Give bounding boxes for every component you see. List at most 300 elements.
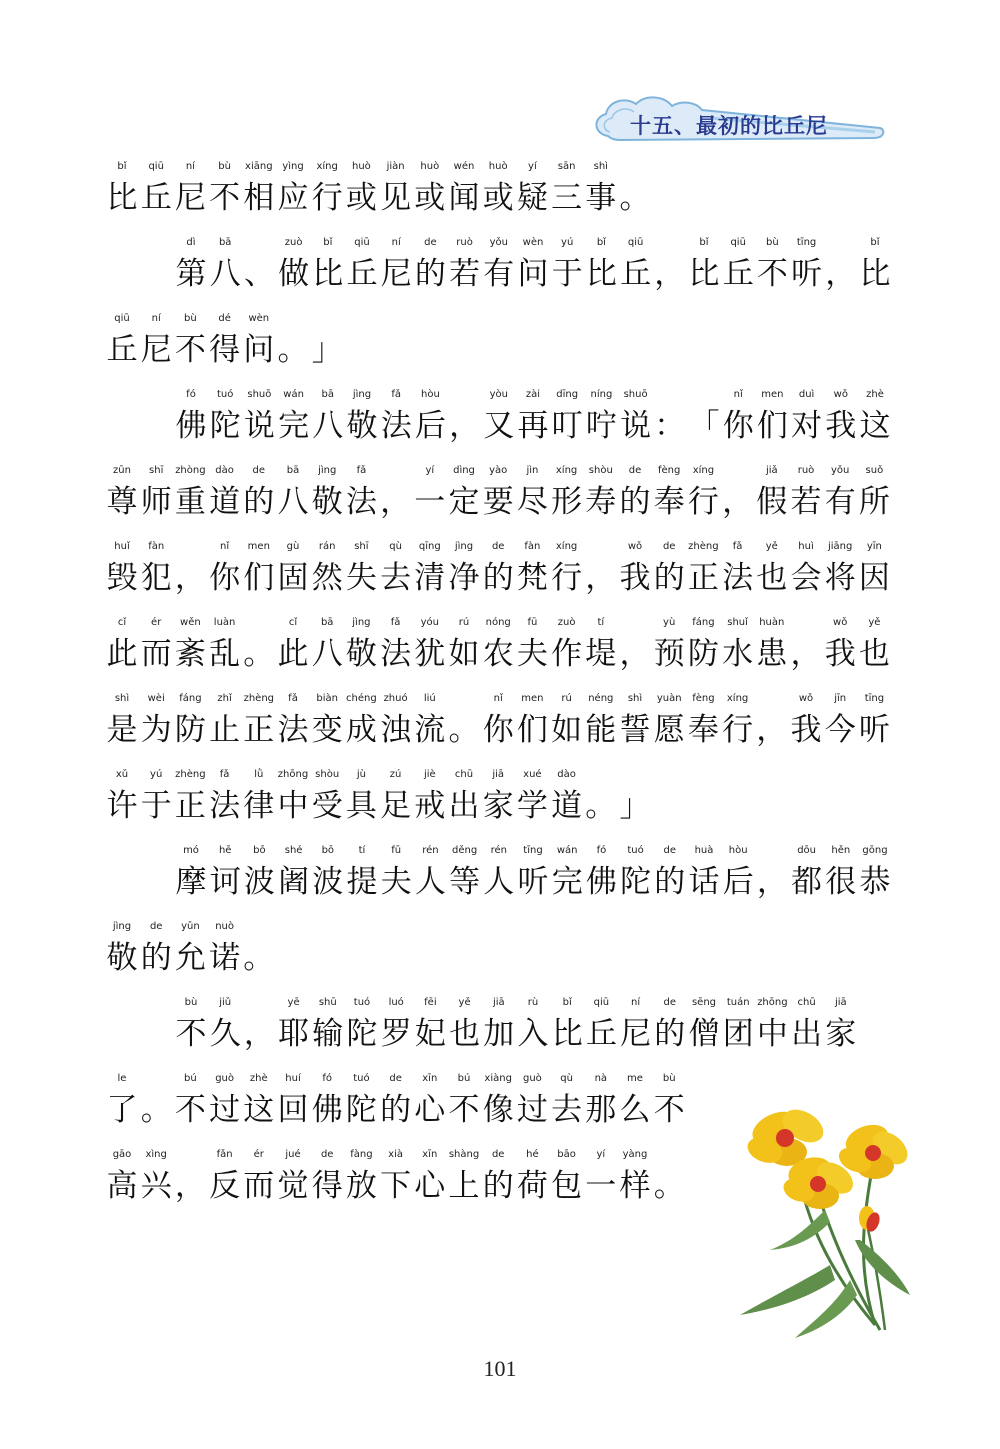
character-unit <box>379 766 413 828</box>
character-unit <box>584 766 618 828</box>
pinyin: shàng <box>448 1149 480 1160</box>
character-unit <box>755 614 789 676</box>
pinyin: xíng <box>726 693 749 704</box>
character-unit <box>447 1146 481 1208</box>
hanzi: 。 <box>448 712 480 748</box>
pinyin: xià <box>388 1149 403 1160</box>
pinyin: yǔn <box>181 921 200 932</box>
character-unit <box>276 538 310 600</box>
pinyin: wǒ <box>833 617 848 628</box>
hanzi: 尊 <box>106 484 138 520</box>
hanzi: 们 <box>756 408 788 444</box>
hanzi: 水 <box>722 636 754 672</box>
hanzi: 如 <box>448 636 480 672</box>
character-unit <box>550 766 584 828</box>
character-unit <box>790 842 824 904</box>
pinyin: yǒu <box>489 237 508 248</box>
character-unit <box>687 386 721 448</box>
hanzi: 有 <box>824 484 856 520</box>
pinyin: gōng <box>862 845 888 856</box>
character-unit <box>721 538 755 600</box>
character-unit <box>173 1070 207 1132</box>
character-unit <box>242 614 276 676</box>
character-unit <box>311 994 345 1056</box>
character-unit <box>310 766 344 828</box>
pinyin: zhèng <box>688 541 719 552</box>
hanzi: 。 <box>140 1092 172 1128</box>
hanzi: 丘 <box>106 332 138 368</box>
hanzi: 具 <box>345 788 377 824</box>
hanzi: 夫 <box>516 636 548 672</box>
pinyin: jiǔ <box>219 997 232 1008</box>
hanzi: 罗 <box>380 1016 412 1052</box>
character-unit <box>721 690 755 752</box>
character-unit <box>686 538 720 600</box>
pinyin: tīng <box>864 693 885 704</box>
character-unit <box>652 538 686 600</box>
character-unit <box>276 1146 310 1208</box>
pinyin: jìng <box>318 465 337 476</box>
hanzi: 法 <box>277 712 309 748</box>
character-unit <box>858 234 892 296</box>
hanzi: 。 <box>653 1168 685 1204</box>
hanzi: 阇 <box>278 864 310 900</box>
pinyin: huì <box>798 541 814 552</box>
pinyin: wǒ <box>627 541 643 552</box>
hanzi: 丘 <box>722 256 754 292</box>
pinyin: liú <box>423 693 436 704</box>
pinyin: jìn <box>526 465 539 476</box>
pinyin: yù <box>663 617 676 628</box>
character-unit <box>276 1070 310 1132</box>
hanzi: 又 <box>483 408 515 444</box>
pinyin: xīn <box>422 1149 438 1160</box>
hanzi: 比 <box>106 180 138 216</box>
pinyin: shé <box>284 845 303 856</box>
pinyin: jìng <box>454 541 474 552</box>
hanzi: 们 <box>243 560 275 596</box>
pinyin: hòu <box>420 389 440 400</box>
hanzi: 第 <box>175 256 207 292</box>
hanzi: 觉 <box>277 1168 309 1204</box>
character-unit <box>515 538 549 600</box>
pinyin: zhè <box>249 1073 268 1084</box>
chapter-header <box>590 88 890 152</box>
character-unit <box>208 462 242 524</box>
hanzi: 。 <box>243 940 275 976</box>
hanzi: 而 <box>243 1168 275 1204</box>
character-unit <box>345 234 379 296</box>
hanzi: 恭 <box>859 864 891 900</box>
hanzi: 防 <box>687 636 719 672</box>
chapter-title: 十五、最初的比丘尼 <box>630 114 828 138</box>
hanzi: 佛 <box>585 864 617 900</box>
character-unit <box>482 234 516 296</box>
pinyin: jìng <box>112 921 132 932</box>
hanzi: 后 <box>414 408 446 444</box>
hanzi: 过 <box>209 1092 241 1128</box>
pinyin: jiàn <box>386 161 405 172</box>
hanzi: 犹 <box>414 636 446 672</box>
pinyin: zūn <box>113 465 131 476</box>
character-unit <box>482 842 516 904</box>
hanzi: ， <box>619 636 651 672</box>
hanzi: 为 <box>140 712 172 748</box>
character-unit <box>344 462 378 524</box>
character-unit <box>824 994 858 1056</box>
hanzi: 患 <box>756 636 788 672</box>
character-unit <box>344 538 378 600</box>
character-unit <box>311 386 345 448</box>
hanzi: 防 <box>174 712 206 748</box>
character-unit <box>618 158 652 220</box>
pinyin: ér <box>253 1149 264 1160</box>
pinyin: bù <box>218 161 231 172</box>
hanzi: 的 <box>243 484 275 520</box>
pinyin: qiū <box>114 313 130 324</box>
hanzi: 相 <box>243 180 275 216</box>
character-unit <box>208 842 242 904</box>
character-unit <box>379 386 413 448</box>
character-unit <box>790 994 824 1056</box>
pinyin: hé <box>526 1149 539 1160</box>
pinyin: de <box>389 1073 402 1084</box>
character-unit <box>619 386 653 448</box>
hanzi: 说 <box>243 408 275 444</box>
pinyin: shuō <box>623 389 648 400</box>
character-unit <box>242 766 276 828</box>
hanzi: 成 <box>345 712 377 748</box>
pinyin: shuǐ <box>727 617 748 628</box>
character-unit <box>105 462 139 524</box>
pinyin: dé <box>218 313 231 324</box>
pinyin: fó <box>186 389 196 400</box>
pinyin: fǎ <box>390 617 401 628</box>
pinyin: bù <box>184 997 198 1008</box>
pinyin: shuō <box>247 389 272 400</box>
pinyin: wén <box>453 161 475 172</box>
character-unit <box>686 690 720 752</box>
hanzi: 家 <box>825 1016 857 1052</box>
hanzi: 事 <box>585 180 617 216</box>
hanzi: 丘 <box>585 1016 617 1052</box>
hanzi: 陀 <box>209 408 241 444</box>
hanzi: 了 <box>106 1092 138 1128</box>
character-unit <box>174 994 208 1056</box>
character-unit <box>481 538 515 600</box>
hanzi: 反 <box>209 1168 241 1204</box>
hanzi: 耶 <box>278 1016 310 1052</box>
pinyin: yào <box>489 465 508 476</box>
hanzi: 。 <box>619 180 651 216</box>
character-unit <box>173 158 207 220</box>
character-unit <box>823 462 857 524</box>
character-unit <box>173 1146 207 1208</box>
pinyin: huàn <box>759 617 785 628</box>
hanzi: 比 <box>859 256 891 292</box>
hanzi: 道 <box>551 788 583 824</box>
hanzi: 得 <box>209 332 241 368</box>
hanzi: 去 <box>380 560 412 596</box>
pinyin: zhèng <box>243 693 275 704</box>
character-unit <box>242 158 276 220</box>
hanzi: 行 <box>722 712 754 748</box>
pinyin: jīn <box>834 693 847 704</box>
pinyin: huò <box>488 161 508 172</box>
hanzi: 的 <box>482 1168 514 1204</box>
pinyin: qiū <box>730 237 746 248</box>
pinyin: jìng <box>352 389 372 400</box>
character-unit <box>653 842 687 904</box>
hanzi: 回 <box>277 1092 309 1128</box>
pinyin: yàng <box>622 1149 648 1160</box>
hanzi: ， <box>243 1016 275 1052</box>
hanzi: 么 <box>619 1092 651 1128</box>
pinyin: yě <box>868 617 881 628</box>
hanzi: ： <box>654 408 686 444</box>
pinyin: fǎ <box>219 769 230 780</box>
pinyin: tuó <box>353 997 371 1008</box>
character-unit <box>550 1146 584 1208</box>
hanzi: 法 <box>380 408 412 444</box>
pinyin: mó <box>183 845 199 856</box>
character-unit <box>447 538 481 600</box>
character-unit <box>276 690 310 752</box>
pinyin: sān <box>557 161 576 172</box>
pinyin: wěn <box>180 617 201 628</box>
pinyin: rú <box>561 693 572 704</box>
pinyin: shī <box>149 465 164 476</box>
character-unit <box>619 234 653 296</box>
hanzi: ， <box>449 408 481 444</box>
pinyin: yí <box>596 1149 606 1160</box>
hanzi: 紊 <box>174 636 206 672</box>
pinyin: luó <box>388 997 404 1008</box>
character-unit <box>139 1070 173 1132</box>
character-unit <box>755 690 789 752</box>
pinyin: xiàng <box>484 1073 512 1084</box>
hanzi: ， <box>174 1168 206 1204</box>
hanzi: 。 <box>585 788 617 824</box>
character-unit <box>310 538 344 600</box>
character-unit <box>755 994 789 1056</box>
pinyin: chū <box>797 997 816 1008</box>
pinyin: tuó <box>353 1073 370 1084</box>
character-unit <box>481 766 515 828</box>
hanzi: 加 <box>483 1016 515 1052</box>
hanzi: 上 <box>448 1168 480 1204</box>
character-unit <box>105 690 139 752</box>
character-unit <box>139 158 173 220</box>
hanzi: 叮 <box>551 408 583 444</box>
character-unit <box>515 1146 549 1208</box>
pinyin: bǐ <box>562 997 572 1008</box>
pinyin: chéng <box>346 693 377 704</box>
character-unit <box>242 994 276 1056</box>
character-unit <box>857 614 891 676</box>
pinyin: yú <box>150 769 163 780</box>
character-unit <box>686 462 720 524</box>
hanzi: 正 <box>243 712 275 748</box>
pinyin: wǒ <box>798 693 814 704</box>
hanzi: 允 <box>174 940 206 976</box>
character-unit <box>619 842 653 904</box>
hanzi: 心 <box>414 1168 446 1204</box>
hanzi: 寿 <box>585 484 617 520</box>
hanzi: 「 <box>688 408 720 444</box>
character-unit <box>584 158 618 220</box>
pinyin: nóng <box>485 617 511 628</box>
hanzi: 八 <box>277 484 309 520</box>
character-unit <box>516 994 550 1056</box>
character-unit <box>482 994 516 1056</box>
character-unit <box>857 462 891 524</box>
hanzi: 听 <box>517 864 549 900</box>
pinyin: dìng <box>453 465 475 476</box>
character-unit <box>584 690 618 752</box>
hanzi: 也 <box>858 636 890 672</box>
character-unit <box>174 234 208 296</box>
character-unit <box>516 842 550 904</box>
pinyin: fó <box>596 845 607 856</box>
hanzi: 于 <box>551 256 583 292</box>
hanzi: 若 <box>449 256 481 292</box>
character-unit <box>208 538 242 600</box>
hanzi: 波 <box>312 864 344 900</box>
pinyin: bú <box>184 1073 197 1084</box>
hanzi: 八 <box>312 408 344 444</box>
character-unit <box>652 690 686 752</box>
pinyin: děng <box>452 845 478 856</box>
character-unit <box>824 234 858 296</box>
hanzi: 对 <box>791 408 823 444</box>
pinyin: jiè <box>423 769 436 780</box>
pinyin: de <box>662 541 676 552</box>
pinyin: dōu <box>797 845 816 856</box>
character-unit <box>139 690 173 752</box>
pinyin: men <box>521 693 544 704</box>
character-unit <box>824 386 858 448</box>
hanzi: 律 <box>243 788 275 824</box>
character-unit <box>105 538 139 600</box>
character-unit <box>139 538 173 600</box>
pinyin: de <box>491 1149 505 1160</box>
character-unit <box>310 1146 344 1208</box>
hanzi: 的 <box>619 484 651 520</box>
hanzi: 不 <box>209 180 241 216</box>
character-unit <box>242 462 276 524</box>
character-unit <box>790 386 824 448</box>
hanzi: 的 <box>654 864 686 900</box>
character-unit <box>447 614 481 676</box>
pinyin: wèi <box>147 693 165 704</box>
hanzi: 要 <box>482 484 514 520</box>
pinyin: zuò <box>557 617 576 628</box>
pinyin: biàn <box>316 693 338 704</box>
character-unit <box>345 842 379 904</box>
hanzi: 下 <box>380 1168 412 1204</box>
hanzi: 你 <box>482 712 514 748</box>
hanzi: 很 <box>825 864 857 900</box>
hanzi: 行 <box>311 180 343 216</box>
hanzi: 若 <box>790 484 822 520</box>
pinyin: huí <box>285 1073 301 1084</box>
hanzi: 足 <box>380 788 412 824</box>
character-unit <box>413 158 447 220</box>
character-unit <box>105 310 139 372</box>
hanzi: 重 <box>174 484 206 520</box>
pinyin: nǐ <box>220 541 230 552</box>
hanzi: 行 <box>551 560 583 596</box>
pinyin: rán <box>318 541 336 552</box>
hanzi: 法 <box>722 560 754 596</box>
character-unit <box>173 538 207 600</box>
character-unit <box>276 462 310 524</box>
hanzi: 中 <box>756 1016 788 1052</box>
character-unit <box>447 766 481 828</box>
pinyin: yí <box>528 161 537 172</box>
character-unit <box>276 614 310 676</box>
pinyin: shū <box>318 997 337 1008</box>
character-unit <box>618 690 652 752</box>
pinyin: qīng <box>418 541 441 552</box>
hanzi: ， <box>790 636 822 672</box>
pinyin: tí <box>358 845 366 856</box>
hanzi: 许 <box>106 788 138 824</box>
character-unit <box>687 842 721 904</box>
character-unit <box>824 842 858 904</box>
hanzi: 丘 <box>346 256 378 292</box>
pinyin: shì <box>114 693 130 704</box>
pinyin: huò <box>420 161 440 172</box>
character-unit <box>208 234 242 296</box>
hanzi: 这 <box>243 1092 275 1128</box>
character-unit <box>481 614 515 676</box>
character-unit <box>652 1070 686 1132</box>
character-unit <box>413 614 447 676</box>
hanzi: 应 <box>277 180 309 216</box>
character-unit <box>584 386 618 448</box>
character-unit <box>276 766 310 828</box>
hanzi: 过 <box>516 1092 548 1128</box>
character-unit <box>413 386 447 448</box>
pinyin: zhè <box>866 389 884 400</box>
pinyin: zhuó <box>383 693 408 704</box>
character-unit <box>481 1070 515 1132</box>
hanzi: 你 <box>722 408 754 444</box>
character-unit <box>619 994 653 1056</box>
pinyin: ní <box>631 997 641 1008</box>
hanzi: ， <box>722 484 754 520</box>
character-unit <box>139 614 173 676</box>
hanzi: 心 <box>414 1092 446 1128</box>
hanzi: 兴 <box>140 1168 172 1204</box>
hanzi: 受 <box>311 788 343 824</box>
character-unit <box>105 766 139 828</box>
pinyin: shòu <box>588 465 613 476</box>
pinyin: le <box>117 1073 127 1084</box>
character-unit <box>789 614 823 676</box>
character-unit <box>721 614 755 676</box>
hanzi: 八 <box>209 256 241 292</box>
pinyin: qiū <box>593 997 610 1008</box>
character-unit <box>276 310 310 372</box>
hanzi: 法 <box>380 636 412 672</box>
character-unit <box>345 386 379 448</box>
hanzi: 固 <box>277 560 309 596</box>
hanzi: 这 <box>859 408 891 444</box>
hanzi: 比 <box>312 256 344 292</box>
